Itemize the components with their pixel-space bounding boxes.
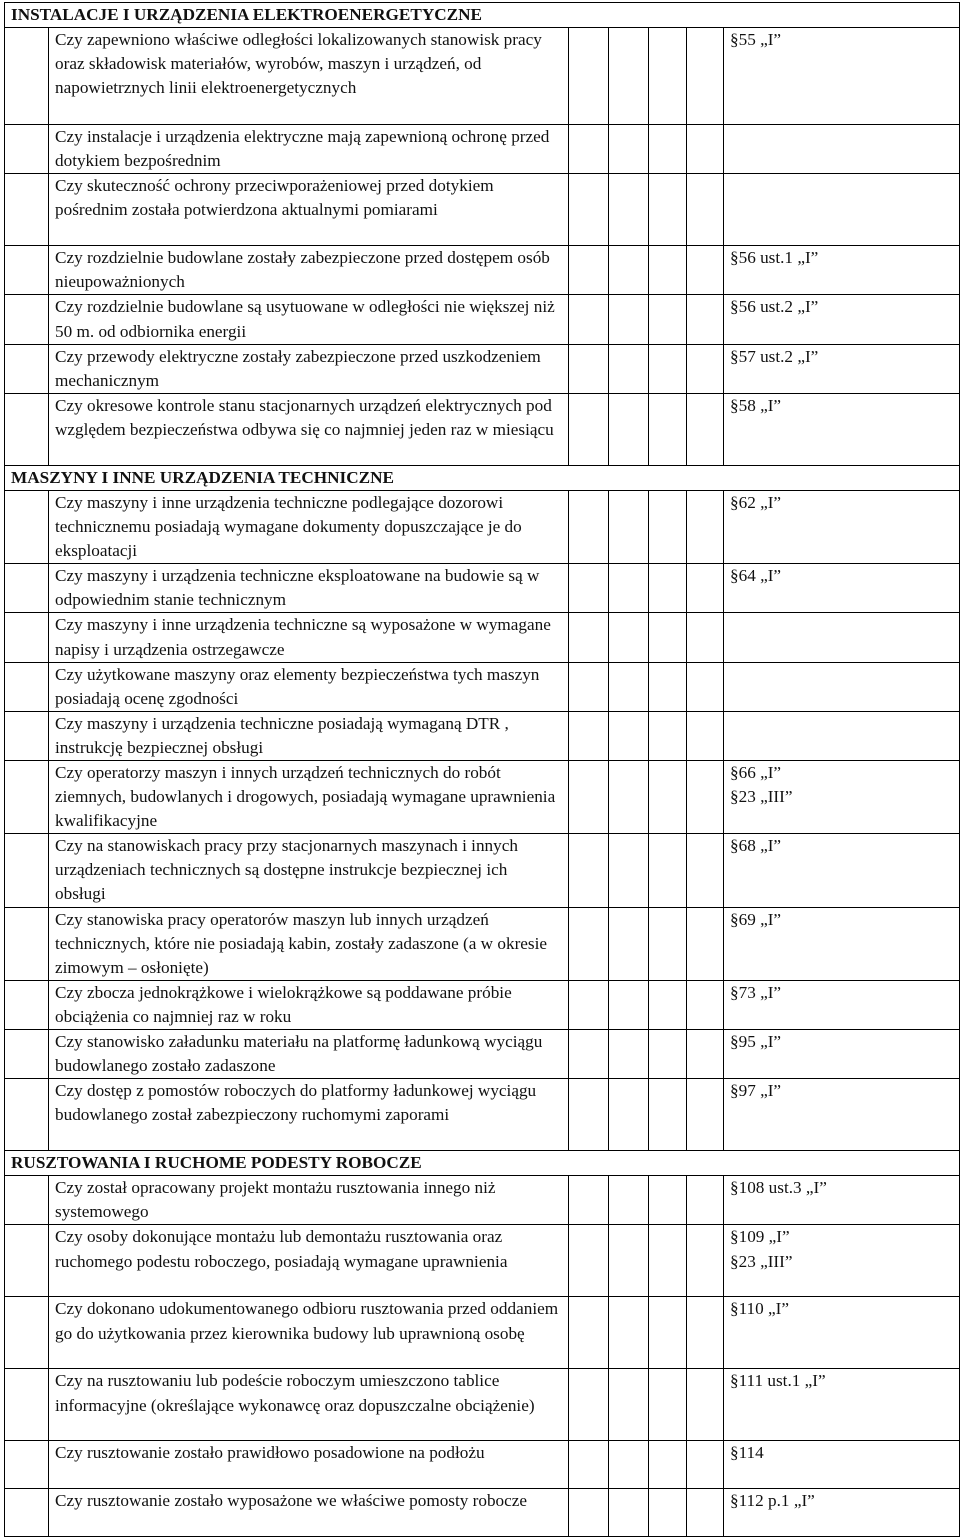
answer-cell-1[interactable]	[569, 760, 609, 833]
table-row	[5, 711, 960, 760]
legal-reference: §56 ust.2 „I”	[724, 295, 960, 344]
row-number-cell	[5, 490, 49, 563]
question-text: Czy rusztowanie zostało prawidłowo posadowione na podłożu	[49, 1441, 569, 1489]
answer-cell-4[interactable]	[687, 344, 724, 393]
question-text: Czy osoby dokonujące montażu lub demontażu rusztowania oraz ruchomego podestu roboczego, posiadają wymagane uprawnienia	[49, 1225, 569, 1297]
answer-cell-3[interactable]	[649, 980, 687, 1029]
row-number-cell	[5, 980, 49, 1029]
answer-cell-2[interactable]	[609, 174, 649, 246]
answer-cell-4[interactable]	[687, 125, 724, 174]
checklist-table	[4, 2, 960, 1537]
answer-cell-2[interactable]	[609, 613, 649, 662]
table-row	[5, 907, 960, 980]
question-text: Czy dokonano udokumentowanego odbioru rusztowania przed oddaniem go do użytkowania przez kierownika budowy lub uprawnioną osobę	[49, 1297, 569, 1369]
answer-cell-2[interactable]	[609, 246, 649, 295]
answer-cell-3[interactable]	[649, 393, 687, 465]
row-number-cell	[5, 1297, 49, 1369]
answer-cell-4[interactable]	[687, 393, 724, 465]
answer-cell-1[interactable]	[569, 662, 609, 711]
legal-reference	[724, 125, 960, 174]
question-text: Czy zbocza jednokrążkowe i wielokrążkowe są poddawane próbie obciążenia co najmniej raz w roku	[49, 980, 569, 1029]
answer-cell-4[interactable]	[687, 834, 724, 907]
answer-cell-2[interactable]	[609, 1176, 649, 1225]
question-text: Czy użytkowane maszyny oraz elementy bezpieczeństwa tych maszyn posiadają ocenę zgodności	[49, 662, 569, 711]
answer-cell-3[interactable]	[649, 711, 687, 760]
table-row	[5, 393, 960, 465]
question-text: Czy skuteczność ochrony przeciwporażeniowej przed dotykiem pośrednim została potwierdzona aktualnymi pomiarami	[49, 174, 569, 246]
answer-cell-4[interactable]	[687, 490, 724, 563]
answer-cell-4[interactable]	[687, 1441, 724, 1489]
answer-cell-3[interactable]	[649, 246, 687, 295]
legal-reference	[724, 174, 960, 246]
row-number-cell	[5, 1369, 49, 1441]
answer-cell-3[interactable]	[649, 1176, 687, 1225]
legal-reference: §95 „I”	[724, 1030, 960, 1079]
answer-cell-3[interactable]	[649, 613, 687, 662]
answer-cell-3[interactable]	[649, 28, 687, 125]
answer-cell-3[interactable]	[649, 295, 687, 344]
answer-cell-2[interactable]	[609, 28, 649, 125]
table-row	[5, 1176, 960, 1225]
answer-cell-4[interactable]	[687, 907, 724, 980]
answer-cell-2[interactable]	[609, 1369, 649, 1441]
question-text: Czy rusztowanie zostało wyposażone we właściwe pomosty robocze	[49, 1489, 569, 1537]
question-text: Czy na stanowiskach pracy przy stacjonarnych maszynach i innych urządzeniach technicznych są dostępne instrukcje bezpiecznej ich obsługi	[49, 834, 569, 907]
table-row	[5, 246, 960, 295]
answer-cell-1[interactable]	[569, 564, 609, 613]
legal-reference: §108 ust.3 „I”	[724, 1176, 960, 1225]
answer-cell-3[interactable]	[649, 125, 687, 174]
answer-cell-3[interactable]	[649, 662, 687, 711]
legal-reference	[724, 711, 960, 760]
answer-cell-3[interactable]	[649, 490, 687, 563]
question-text: Czy został opracowany projekt montażu rusztowania innego niż systemowego	[49, 1176, 569, 1225]
section-header-row	[5, 1151, 960, 1176]
answer-cell-2[interactable]	[609, 711, 649, 760]
row-number-cell	[5, 1441, 49, 1489]
legal-reference: §110 „I”	[724, 1297, 960, 1369]
row-number-cell	[5, 1176, 49, 1225]
row-number-cell	[5, 174, 49, 246]
answer-cell-4[interactable]	[687, 1489, 724, 1537]
table-row	[5, 174, 960, 246]
answer-cell-1[interactable]	[569, 980, 609, 1029]
row-number-cell	[5, 564, 49, 613]
answer-cell-4[interactable]	[687, 295, 724, 344]
row-number-cell	[5, 1079, 49, 1151]
row-number-cell	[5, 246, 49, 295]
answer-cell-3[interactable]	[649, 1369, 687, 1441]
question-text: Czy zapewniono właściwe odległości lokalizowanych stanowisk pracy oraz składowisk materiałów, wyrobów, maszyn i urządzeń, od napowietrznych linii elektroenergetycznych	[49, 28, 569, 125]
answer-cell-2[interactable]	[609, 393, 649, 465]
answer-cell-1[interactable]	[569, 1489, 609, 1537]
table-row	[5, 1030, 960, 1079]
table-row	[5, 1225, 960, 1297]
answer-cell-1[interactable]	[569, 1079, 609, 1151]
row-number-cell	[5, 28, 49, 125]
row-number-cell	[5, 393, 49, 465]
legal-reference	[724, 613, 960, 662]
answer-cell-1[interactable]	[569, 1030, 609, 1079]
legal-reference: §109 „I” §23 „III”	[724, 1225, 960, 1297]
answer-cell-1[interactable]	[569, 613, 609, 662]
question-text: Czy przewody elektryczne zostały zabezpieczone przed uszkodzeniem mechanicznym	[49, 344, 569, 393]
row-number-cell	[5, 834, 49, 907]
row-number-cell	[5, 344, 49, 393]
legal-reference: §112 p.1 „I”	[724, 1489, 960, 1537]
answer-cell-2[interactable]	[609, 1030, 649, 1079]
table-row	[5, 1297, 960, 1369]
row-number-cell	[5, 662, 49, 711]
table-row	[5, 28, 960, 125]
answer-cell-2[interactable]	[609, 907, 649, 980]
legal-reference: §56 ust.1 „I”	[724, 246, 960, 295]
question-text: Czy stanowisko załadunku materiału na platformę ładunkową wyciągu budowlanego zostało zadaszone	[49, 1030, 569, 1079]
answer-cell-2[interactable]	[609, 295, 649, 344]
answer-cell-1[interactable]	[569, 1297, 609, 1369]
answer-cell-3[interactable]	[649, 1489, 687, 1537]
row-number-cell	[5, 125, 49, 174]
table-row	[5, 980, 960, 1029]
table-row	[5, 1489, 960, 1537]
answer-cell-3[interactable]	[649, 1297, 687, 1369]
section-title: MASZYNY I INNE URZĄDZENIA TECHNICZNE	[5, 465, 960, 490]
row-number-cell	[5, 711, 49, 760]
table-row	[5, 662, 960, 711]
answer-cell-2[interactable]	[609, 125, 649, 174]
row-number-cell	[5, 613, 49, 662]
answer-cell-1[interactable]	[569, 295, 609, 344]
legal-reference: §66 „I” §23 „III”	[724, 760, 960, 833]
answer-cell-3[interactable]	[649, 1030, 687, 1079]
table-row	[5, 1369, 960, 1441]
legal-reference: §97 „I”	[724, 1079, 960, 1151]
answer-cell-4[interactable]	[687, 980, 724, 1029]
table-row	[5, 295, 960, 344]
legal-reference: §114	[724, 1441, 960, 1489]
legal-reference: §62 „I”	[724, 490, 960, 563]
answer-cell-2[interactable]	[609, 1079, 649, 1151]
section-title: INSTALACJE I URZĄDZENIA ELEKTROENERGETYCZNE	[5, 3, 960, 28]
section-header-row	[5, 3, 960, 28]
legal-reference: §111 ust.1 „I”	[724, 1369, 960, 1441]
answer-cell-1[interactable]	[569, 344, 609, 393]
answer-cell-1[interactable]	[569, 834, 609, 907]
table-row	[5, 490, 960, 563]
question-text: Czy instalacje i urządzenia elektryczne mają zapewnioną ochronę przed dotykiem bezpośrednim	[49, 125, 569, 174]
answer-cell-4[interactable]	[687, 662, 724, 711]
row-number-cell	[5, 1489, 49, 1537]
question-text: Czy na rusztowaniu lub podeście roboczym umieszczono tablice informacyjne (określające wykonawcę oraz dopuszczalne obciążenie)	[49, 1369, 569, 1441]
question-text: Czy rozdzielnie budowlane zostały zabezpieczone przed dostępem osób nieupoważnionych	[49, 246, 569, 295]
answer-cell-2[interactable]	[609, 344, 649, 393]
row-number-cell	[5, 295, 49, 344]
answer-cell-4[interactable]	[687, 711, 724, 760]
section-header-row	[5, 465, 960, 490]
question-text: Czy maszyny i urządzenia techniczne posiadają wymaganą DTR , instrukcję bezpiecznej obsługi	[49, 711, 569, 760]
answer-cell-2[interactable]	[609, 564, 649, 613]
answer-cell-1[interactable]	[569, 1176, 609, 1225]
answer-cell-2[interactable]	[609, 834, 649, 907]
answer-cell-4[interactable]	[687, 1225, 724, 1297]
answer-cell-1[interactable]	[569, 1369, 609, 1441]
answer-cell-4[interactable]	[687, 1079, 724, 1151]
table-row	[5, 344, 960, 393]
answer-cell-4[interactable]	[687, 174, 724, 246]
question-text: Czy rozdzielnie budowlane są usytuowane w odległości nie większej niż 50 m. od odbiornika energii	[49, 295, 569, 344]
answer-cell-2[interactable]	[609, 1225, 649, 1297]
answer-cell-3[interactable]	[649, 174, 687, 246]
row-number-cell	[5, 907, 49, 980]
answer-cell-4[interactable]	[687, 246, 724, 295]
legal-reference: §69 „I”	[724, 907, 960, 980]
answer-cell-1[interactable]	[569, 907, 609, 980]
table-row	[5, 1441, 960, 1489]
legal-reference: §68 „I”	[724, 834, 960, 907]
legal-reference: §64 „I”	[724, 564, 960, 613]
answer-cell-1[interactable]	[569, 711, 609, 760]
row-number-cell	[5, 760, 49, 833]
answer-cell-3[interactable]	[649, 834, 687, 907]
question-text: Czy okresowe kontrole stanu stacjonarnych urządzeń elektrycznych pod względem bezpieczeństwa odbywa się co najmniej jeden raz w miesiącu	[49, 393, 569, 465]
answer-cell-2[interactable]	[609, 490, 649, 563]
table-row	[5, 613, 960, 662]
legal-reference	[724, 662, 960, 711]
answer-cell-1[interactable]	[569, 1225, 609, 1297]
answer-cell-3[interactable]	[649, 1441, 687, 1489]
answer-cell-3[interactable]	[649, 760, 687, 833]
answer-cell-4[interactable]	[687, 1176, 724, 1225]
legal-reference: §55 „I”	[724, 28, 960, 125]
answer-cell-1[interactable]	[569, 125, 609, 174]
question-text: Czy maszyny i inne urządzenia techniczne są wyposażone w wymagane napisy i urządzenia ostrzegawcze	[49, 613, 569, 662]
answer-cell-4[interactable]	[687, 1369, 724, 1441]
answer-cell-4[interactable]	[687, 28, 724, 125]
legal-reference: §58 „I”	[724, 393, 960, 465]
question-text: Czy maszyny i inne urządzenia techniczne podlegające dozorowi technicznemu posiadają wymagane dokumenty dopuszczające je do eksploatacji	[49, 490, 569, 563]
answer-cell-4[interactable]	[687, 1297, 724, 1369]
answer-cell-2[interactable]	[609, 1297, 649, 1369]
question-text: Czy maszyny i urządzenia techniczne eksploatowane na budowie są w odpowiednim stanie technicznym	[49, 564, 569, 613]
answer-cell-4[interactable]	[687, 760, 724, 833]
answer-cell-3[interactable]	[649, 907, 687, 980]
answer-cell-1[interactable]	[569, 393, 609, 465]
table-row	[5, 1079, 960, 1151]
legal-reference: §73 „I”	[724, 980, 960, 1029]
answer-cell-2[interactable]	[609, 980, 649, 1029]
table-row	[5, 760, 960, 833]
question-text: Czy stanowiska pracy operatorów maszyn lub innych urządzeń technicznych, które nie posiadają kabin, zostały zadaszone (a w okresie zimowym – osłonięte)	[49, 907, 569, 980]
answer-cell-2[interactable]	[609, 1441, 649, 1489]
answer-cell-1[interactable]	[569, 1441, 609, 1489]
answer-cell-3[interactable]	[649, 1079, 687, 1151]
answer-cell-4[interactable]	[687, 1030, 724, 1079]
answer-cell-2[interactable]	[609, 662, 649, 711]
table-row	[5, 564, 960, 613]
answer-cell-4[interactable]	[687, 613, 724, 662]
row-number-cell	[5, 1030, 49, 1079]
answer-cell-1[interactable]	[569, 246, 609, 295]
legal-reference: §57 ust.2 „I”	[724, 344, 960, 393]
answer-cell-1[interactable]	[569, 174, 609, 246]
answer-cell-2[interactable]	[609, 760, 649, 833]
answer-cell-2[interactable]	[609, 1489, 649, 1537]
answer-cell-3[interactable]	[649, 344, 687, 393]
section-title: RUSZTOWANIA I RUCHOME PODESTY ROBOCZE	[5, 1151, 960, 1176]
answer-cell-1[interactable]	[569, 490, 609, 563]
table-row	[5, 834, 960, 907]
table-row	[5, 125, 960, 174]
answer-cell-4[interactable]	[687, 564, 724, 613]
answer-cell-3[interactable]	[649, 564, 687, 613]
answer-cell-3[interactable]	[649, 1225, 687, 1297]
answer-cell-1[interactable]	[569, 28, 609, 125]
row-number-cell	[5, 1225, 49, 1297]
question-text: Czy dostęp z pomostów roboczych do platformy ładunkowej wyciągu budowlanego został zabezpieczony ruchomymi zaporami	[49, 1079, 569, 1151]
question-text: Czy operatorzy maszyn i innych urządzeń technicznych do robót ziemnych, budowlanych i drogowych, posiadają wymagane uprawnienia kwalifikacyjne	[49, 760, 569, 833]
